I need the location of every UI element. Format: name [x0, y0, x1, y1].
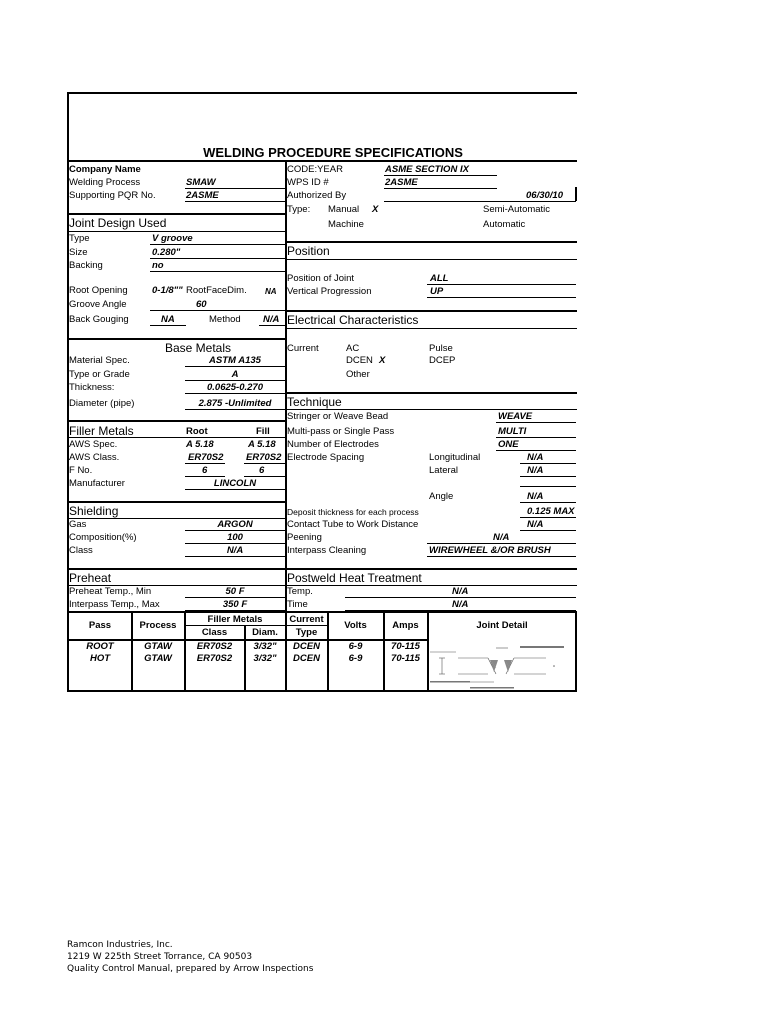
section-rule [285, 392, 577, 394]
row1-diam: 3/32" [253, 641, 277, 652]
material-value: ASTM A135 [209, 355, 261, 366]
stringer-value: WEAVE [498, 411, 533, 422]
row1-amps: 70-115 [391, 641, 420, 652]
section-rule [285, 241, 577, 243]
section-rule [67, 568, 577, 570]
root-face-label: RootFaceDim. [186, 285, 247, 296]
peening-label: Peening [287, 532, 322, 543]
code-label: CODE:YEAR [287, 164, 343, 175]
field-line [259, 325, 285, 326]
fno-fill: 6 [259, 465, 265, 476]
row2-volts: 6-9 [348, 653, 363, 664]
company-name-label: Company Name [69, 164, 141, 175]
material-label: Material Spec. [69, 355, 130, 366]
pwht-temp-value: N/A [452, 586, 469, 597]
manufacturer-value: LINCOLN [213, 478, 257, 489]
deposit-label: Deposit thickness for each process [287, 507, 419, 517]
field-line [185, 463, 225, 464]
manual-label: Manual [328, 204, 360, 215]
field-line [244, 476, 285, 477]
grade-value: A [231, 369, 239, 380]
col-header-filler: Filler Metals [207, 614, 263, 625]
size-value: 0.280" [152, 247, 181, 258]
authorized-label: Authorized By [287, 190, 347, 201]
electrical-header: Electrical Characteristics [287, 313, 419, 327]
ac-option: AC [346, 343, 360, 354]
field-line [427, 284, 576, 285]
angle-label: Angle [429, 491, 454, 502]
col-header-process: Process [139, 620, 177, 631]
longitudinal-value: N/A [527, 452, 544, 463]
class-label: Class [69, 545, 93, 556]
footer-company: Ramcon Industries, Inc. [67, 940, 173, 950]
filler-root-label: Root [186, 426, 208, 437]
filler-subheader-rule [185, 625, 285, 626]
section-rule [67, 213, 286, 215]
automatic-label: Automatic [483, 219, 526, 230]
page-title: WELDING PROCEDURE SPECIFICATIONS [203, 145, 463, 160]
joint-detail-sketch [428, 640, 574, 690]
peening-value: N/A [493, 532, 510, 543]
title-underline [67, 160, 577, 162]
col-header-current: Current [289, 614, 324, 625]
backing-value: no [152, 260, 164, 271]
pwht-temp-label: Temp. [287, 586, 313, 597]
interpass-cleaning-value: WIREWHEEL &/OR BRUSH [429, 545, 551, 556]
angle-value: N/A [527, 491, 544, 502]
field-line [520, 517, 576, 518]
table-bottom-border [67, 690, 577, 692]
field-line [520, 486, 576, 487]
gas-label: Gas [69, 519, 87, 530]
deposit-value: 0.125 MAX [527, 506, 575, 517]
wps-value: 2ASME [385, 177, 418, 188]
joint-type-value: V groove [152, 233, 193, 244]
row1-pass: ROOT [86, 641, 114, 652]
section-rule [285, 259, 577, 260]
vertical-value: UP [430, 286, 444, 297]
field-line [150, 325, 186, 326]
back-gouging-label: Back Gouging [69, 314, 129, 325]
dcen-mark: X [379, 355, 386, 366]
manual-mark: X [372, 204, 379, 215]
aws-spec-label: AWS Spec. [69, 439, 118, 450]
section-rule [67, 437, 286, 438]
class-value: N/A [226, 545, 244, 556]
diameter-label: Diameter (pipe) [69, 398, 135, 409]
row1-volts: 6-9 [348, 641, 363, 652]
aws-spec-fill: A 5.18 [248, 439, 276, 450]
gas-value: ARGON [217, 519, 253, 530]
row1-class: ER70S2 [196, 641, 233, 652]
col-header-type: Type [295, 627, 318, 638]
welding-process-label: Welding Process [69, 177, 141, 188]
row2-class: ER70S2 [196, 653, 233, 664]
field-line [496, 422, 576, 423]
interpass-max-label: Interpass Temp., Max [69, 599, 160, 610]
vertical-label: Vertical Progression [287, 286, 372, 297]
type-label: Type: [287, 204, 311, 215]
section-rule [67, 231, 286, 232]
other-option: Other [346, 369, 370, 380]
interpass-max-value: 350 F [222, 599, 248, 610]
dcen-option: DCEN [346, 355, 373, 366]
aws-class-label: AWS Class. [69, 452, 120, 463]
preheat-min-label: Preheat Temp., Min [69, 586, 152, 597]
machine-label: Machine [328, 219, 364, 230]
composition-value: 100 [227, 532, 243, 543]
section-rule [285, 585, 577, 586]
field-line [427, 297, 576, 298]
field-line [185, 556, 285, 557]
root-face-value: NA [265, 287, 277, 296]
field-line [185, 489, 285, 490]
section-rule [67, 338, 286, 340]
pwht-time-label: Time [287, 599, 308, 610]
field-line [185, 476, 225, 477]
col-header-diam: Diam. [252, 627, 278, 638]
position-value: ALL [430, 273, 449, 284]
row1-current: DCEN [293, 641, 320, 652]
contact-value: N/A [527, 519, 544, 530]
top-border [67, 92, 577, 94]
pqr-value: 2ASME [186, 190, 219, 201]
field-line [496, 450, 576, 451]
field-line [185, 409, 285, 410]
code-value: ASME SECTION IX [385, 164, 469, 175]
field-line [185, 530, 285, 531]
size-label: Size [69, 247, 88, 258]
field-line [384, 201, 576, 202]
technique-header: Technique [287, 395, 342, 409]
back-gouging-value: NA [161, 314, 175, 325]
joint-header: Joint Design Used [69, 216, 167, 230]
filler-header: Filler Metals [69, 424, 134, 438]
footer-address: 1219 W 225th Street Torrance, CA 90503 [67, 952, 253, 962]
date-value: 06/30/10 [526, 190, 563, 201]
thickness-label: Thickness: [69, 382, 115, 393]
wps-label: WPS ID # [287, 177, 329, 188]
row1-process: GTAW [144, 641, 172, 652]
root-opening-value: 0-1/8"" [152, 285, 183, 296]
diameter-value: 2.875 -Unlimited [198, 398, 272, 409]
pqr-label: Supporting PQR No. [69, 190, 156, 201]
method-label: Method [209, 314, 241, 325]
current-label: Current [287, 343, 319, 354]
grade-label: Type or Grade [69, 369, 130, 380]
pwht-header: Postweld Heat Treatment [287, 571, 422, 585]
col-header-class: Class [201, 627, 228, 638]
current-subheader-rule [285, 625, 327, 626]
field-line [427, 543, 576, 544]
field-line [185, 366, 285, 367]
groove-angle-label: Groove Angle [69, 299, 127, 310]
row2-process: GTAW [144, 653, 172, 664]
field-line [185, 188, 285, 189]
fno-label: F No. [69, 465, 93, 476]
filler-fill-label: Fill [256, 426, 270, 437]
field-line [150, 258, 285, 259]
col-header-pass: Pass [88, 620, 112, 631]
method-value: N/A [263, 314, 280, 325]
lateral-label: Lateral [429, 465, 459, 476]
field-line [520, 530, 576, 531]
position-label: Position of Joint [287, 273, 355, 284]
multipass-label: Multi-pass or Single Pass [287, 426, 395, 437]
semi-auto-label: Semi-Automatic [483, 204, 551, 215]
table-top-border [67, 611, 577, 613]
aws-class-fill: ER70S2 [246, 452, 282, 463]
field-line [520, 476, 576, 477]
footer-manual: Quality Control Manual, prepared by Arrow Inspections [67, 964, 314, 974]
root-opening-label: Root Opening [69, 285, 128, 296]
date-box-edge [575, 187, 577, 201]
longitudinal-label: Longitudinal [429, 452, 481, 463]
fno-root: 6 [202, 465, 208, 476]
manufacturer-label: Manufacturer [69, 478, 125, 489]
row2-diam: 3/32" [253, 653, 277, 664]
row2-current: DCEN [293, 653, 320, 664]
preheat-min-value: 50 F [225, 586, 245, 597]
base-metals-header: Base Metals [164, 341, 232, 355]
field-line [185, 597, 285, 598]
row2-pass: HOT [89, 653, 111, 664]
groove-angle-value: 60 [196, 299, 207, 310]
field-line [185, 201, 285, 202]
section-rule [285, 328, 577, 329]
row2-amps: 70-115 [391, 653, 420, 664]
lateral-value: N/A [527, 465, 544, 476]
field-line [520, 463, 576, 464]
section-rule [67, 420, 286, 422]
interpass-cleaning-label: Interpass Cleaning [287, 545, 367, 556]
welding-process-value: SMAW [186, 177, 216, 188]
aws-spec-root: A 5.18 [186, 439, 214, 450]
joint-type-label: Type [69, 233, 90, 244]
field-line [384, 188, 497, 189]
backing-label: Backing [69, 260, 103, 271]
field-line [427, 556, 576, 557]
field-line [244, 463, 285, 464]
field-line [520, 502, 576, 503]
field-line [150, 271, 285, 272]
field-line [345, 597, 576, 598]
field-line [384, 175, 497, 176]
field-line [150, 310, 285, 311]
electrodes-label: Number of Electrodes [287, 439, 379, 450]
stringer-label: Stringer or Weave Bead [287, 411, 389, 422]
spacing-label: Electrode Spacing [287, 452, 365, 463]
field-line [185, 543, 285, 544]
preheat-header: Preheat [69, 571, 112, 585]
electrodes-value: ONE [498, 439, 519, 450]
field-line [185, 393, 285, 394]
composition-label: Composition(%) [69, 532, 137, 543]
position-header: Position [287, 244, 330, 258]
pulse-option: Pulse [429, 343, 453, 354]
shielding-header: Shielding [69, 504, 119, 518]
multipass-value: MULTI [498, 426, 527, 437]
section-rule [285, 310, 577, 312]
dcep-option: DCEP [429, 355, 456, 366]
section-rule [285, 409, 577, 410]
thickness-value: 0.0625-0.270 [207, 382, 263, 393]
contact-label: Contact Tube to Work Distance [287, 519, 419, 530]
pwht-time-value: N/A [452, 599, 469, 610]
col-header-joint-detail: Joint Detail [476, 620, 528, 631]
col-header-volts: Volts [344, 620, 367, 631]
section-rule [67, 501, 286, 503]
field-line [185, 380, 285, 381]
field-line [150, 244, 285, 245]
col-header-amps: Amps [392, 620, 419, 631]
aws-class-root: ER70S2 [188, 452, 224, 463]
field-line [496, 437, 576, 438]
